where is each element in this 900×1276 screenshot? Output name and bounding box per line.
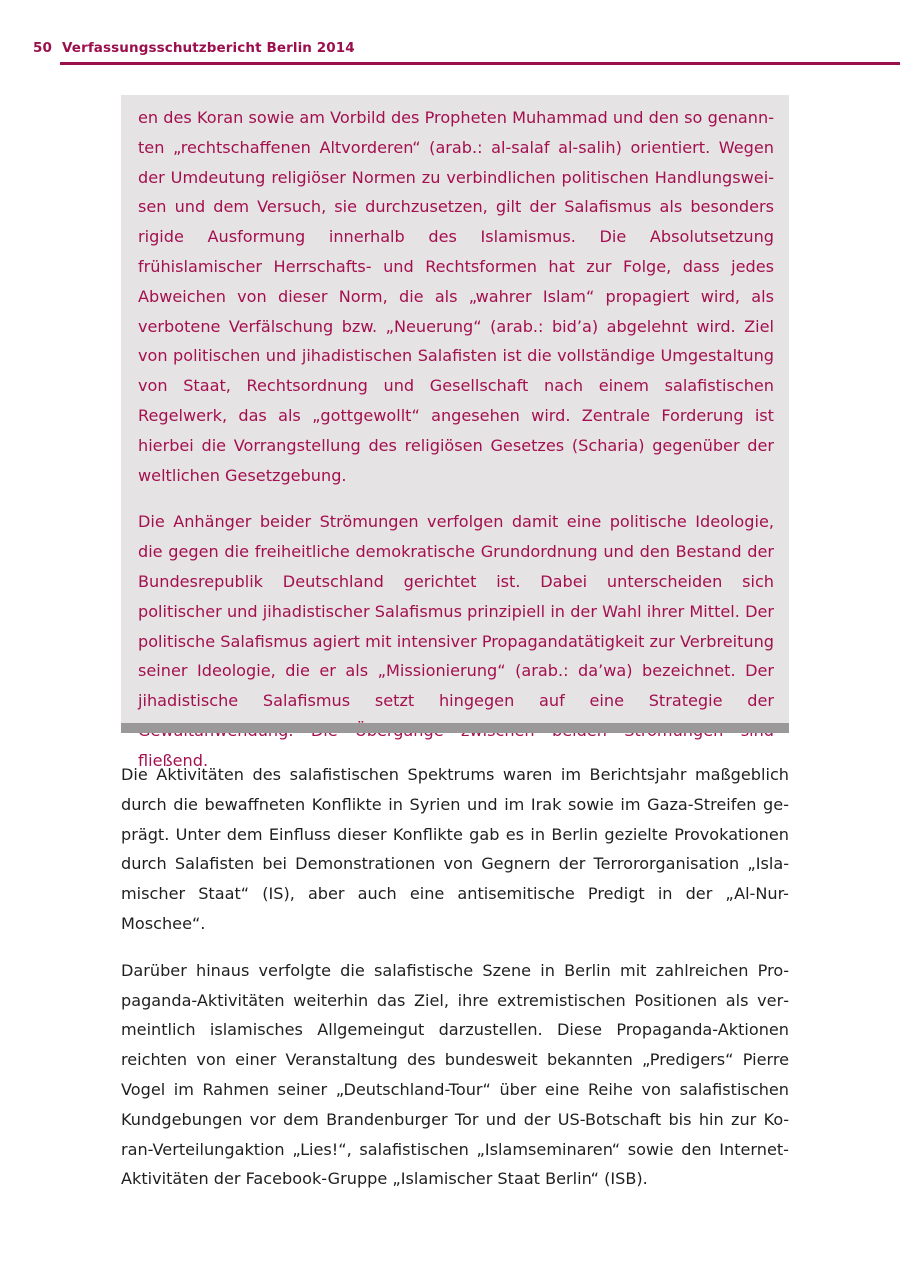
body-paragraph: Die Aktivitäten des salafistischen Spektrums waren im Berichtsjahr maßgeblich durch die bewaffneten Konflikte in Syrien und im Irak sowie im Gaza-Streifen geprägt. Unter dem Einfluss dieser Konflikte gab es in Berlin gezielte Provokationen durch Salafisten bei Demonstrationen von Gegnern der Terrororganisation „Islamischer Staat“ (IS), aber auch eine antisemitische Predigt in der „Al-Nur-Moschee“. (121, 765, 789, 933)
page-header (0, 0, 900, 70)
info-box-paragraph: Die Anhänger beider Strömungen verfolgen damit eine politische Ideologie, die gegen die freiheitliche demokratische Grundordnung und den Bestand der Bundesrepublik Deutschland gerichtet ist. Dabei unterscheiden sich politischer und jihadistischer Salafismus prinzipiell in der Wahl ihrer Mittel. Der politische Salafismus agiert mit intensiver Propagandatätigkeit zur Verbreitung seiner Ideologie, die er als „Missionierung“ (arab.: da’wa) bezeichnet. Der jihadistische Salafismus setzt hingegen auf eine Strategie der fließend. (138, 512, 774, 770)
running-header (33, 40, 355, 56)
info-box-paragraph: en des Koran sowie am Vorbild des Propheten Muhammad und den so genannten „rechtschaffenen Altvorderen“ (arab.: al-salaf al-salih) orientiert. Wegen der Umdeutung religiöser Normen zu verbindlichen politischen Handlungsweisen und dem Versuch, sie durchzusetzen, gilt der Salafismus als besonders rigide Ausformung innerhalb des Islamismus. Die Absolutsetzung frühislamischer Herrschafts- und Rechtsformen hat zur Folge, dass jedes Abweichen von dieser Norm, die als „wahrer Islam“ propagiert wird, als verbotene Verfälschung bzw. „Neuerung“ (arab.: bid’a) abgelehnt wird. Ziel von politischen und jihadistischen Salafisten ist die vollständige Umgestaltung von Staat, Rechtsordnung und Gesellschaft nach einem salafistischen Regelwerk, das als „gottgewollt“ angesehen wird. Zentrale Forderung ist hierbei die Vorrangstellung des religiösen Gesetzes (Scharia) gegenüber der weltlichen Gesetzgebung. (138, 108, 774, 485)
body-paragraph: Darüber hinaus verfolgte die salafistische Szene in Berlin mit zahlreichen Propaganda-Aktivitäten weiterhin das Ziel, ihre extremistischen Positionen als vermeintlich islamisches Allgemeingut darzustellen. Diese Propaganda-Aktionen reichten von einer Veranstaltung des bundesweit bekannten „Predigers“ Pierre Vogel im Rahmen seiner „Deutschland-Tour“ über eine Reihe von salafistischen Kundgebungen vor dem Brandenburger Tor und der US-Botschaft bis hin zur Koran-Verteilungaktion „Lies!“, salafistischen „Islamseminaren“ sowie den Internet-Aktivitäten der Facebook-Gruppe „Islamischer Staat Berlin“ (ISB). (121, 960, 789, 1189)
header-rule (60, 62, 900, 65)
info-box-bottom-bar (121, 723, 789, 733)
header-title: Verfassungsschutzbericht Berlin 2014 (62, 40, 355, 56)
info-box (121, 95, 789, 770)
page-number: 50 (33, 40, 52, 56)
main-text (121, 760, 789, 1194)
